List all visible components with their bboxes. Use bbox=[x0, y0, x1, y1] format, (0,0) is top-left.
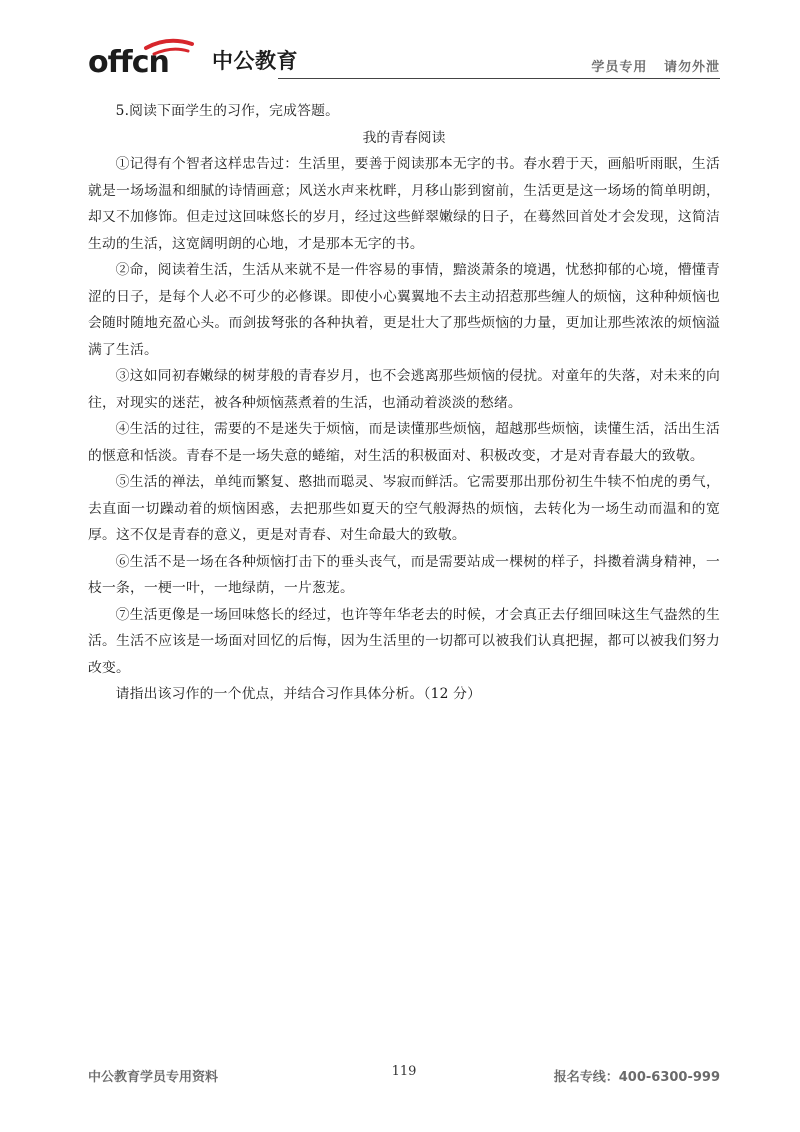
essay-paragraph: ④生活的过往，需要的不是迷失于烦恼，而是读懂那些烦恼，超越那些烦恼，读懂生活，活出生活的惬意和恬淡。青春不是一场失意的蜷缩，对生活的积极面对、积极改变，才是对青春最大的致敬。 bbox=[88, 421, 720, 464]
offcn-logo bbox=[88, 38, 298, 78]
offcn-logo-mark bbox=[88, 38, 208, 78]
footer-hotline: 报名专线：400-6300-999 bbox=[553, 1070, 720, 1085]
essay-paragraph: ③这如同初春嫩绿的树芽般的青春岁月，也不会逃离那些烦恼的侵扰。对童年的失落，对未来的向往，对现实的迷茫，被各种烦恼蒸煮着的生活，也涌动着淡淡的愁绪。 bbox=[88, 368, 720, 411]
essay-paragraph: ⑤生活的禅法，单纯而繁复、憨拙而聪灵、岑寂而鲜活。它需要那出那份初生牛犊不怕虎的勇气，去直面一切躁动着的烦恼困惑，去把那些如夏天的空气般溽热的烦恼，去转化为一场生动而温和的宽厚。这不仅是青春的意义，更是对青春、对生命最大的致敬。 bbox=[88, 474, 720, 543]
essay-paragraph: ①记得有个智者这样忠告过：生活里，要善于阅读那本无字的书。春水碧于天，画船听雨眠，生活就是一场场温和细腻的诗情画意；风送水声来枕畔，月移山影到窗前，生活更是这一场场的简单明朗，却又不加修饰。但走过这回味悠长的岁月，经过这些鲜翠嫩绿的日子，在蓦然回首处才会发现，这简洁生动的生活，这宽阔明朗的心地，才是那本无字的书。 bbox=[88, 156, 720, 252]
question-content bbox=[88, 98, 720, 708]
page-number: 119 bbox=[391, 1064, 417, 1079]
page-footer bbox=[88, 1066, 720, 1090]
page-header bbox=[88, 34, 720, 82]
essay-paragraph: ②命，阅读着生活，生活从来就不是一件容易的事情，黯淡萧条的境遇，忧愁抑郁的心境，懵懂青涩的日子，是每个人必不可少的必修课。即使小心翼翼地不去主动招惹那些缠人的烦恼，这种种烦恼也会随时随地充盈心头。而剑拔弩张的各种执着，更是壮大了那些烦恼的力量，更加让那些浓浓的烦恼溢满了生活。 bbox=[88, 262, 720, 358]
question-prompt: 5.阅读下面学生的习作，完成答题。 bbox=[115, 103, 340, 119]
essay-title: 我的青春阅读 bbox=[362, 129, 446, 146]
logo-text: 中公教育 bbox=[212, 49, 298, 73]
essay-paragraph: ⑦生活更像是一场回味悠长的经过，也许等年华老去的时候，才会真正去仔细回味这生气盎然的生活。生活不应该是一场面对回忆的后悔，因为生活里的一切都可以被我们认真把握，都可以被我们努力改变。 bbox=[88, 606, 720, 676]
svg-text:offcn: offcn bbox=[88, 45, 169, 78]
header-divider bbox=[278, 78, 720, 79]
essay-paragraph: ⑥生活不是一场在各种烦恼打击下的垂头丧气，而是需要站成一棵树的样子，抖擞着满身精神，一枝一条，一梗一叶，一地绿荫，一片葱茏。 bbox=[88, 553, 720, 596]
footer-label: 中公教育学员专用资料 bbox=[88, 1070, 219, 1085]
header-confidential-note: 学员专用 请勿外泄 bbox=[591, 60, 720, 75]
question-instruction: 请指出该习作的一个优点，并结合习作具体分析。（12 分） bbox=[115, 686, 482, 702]
